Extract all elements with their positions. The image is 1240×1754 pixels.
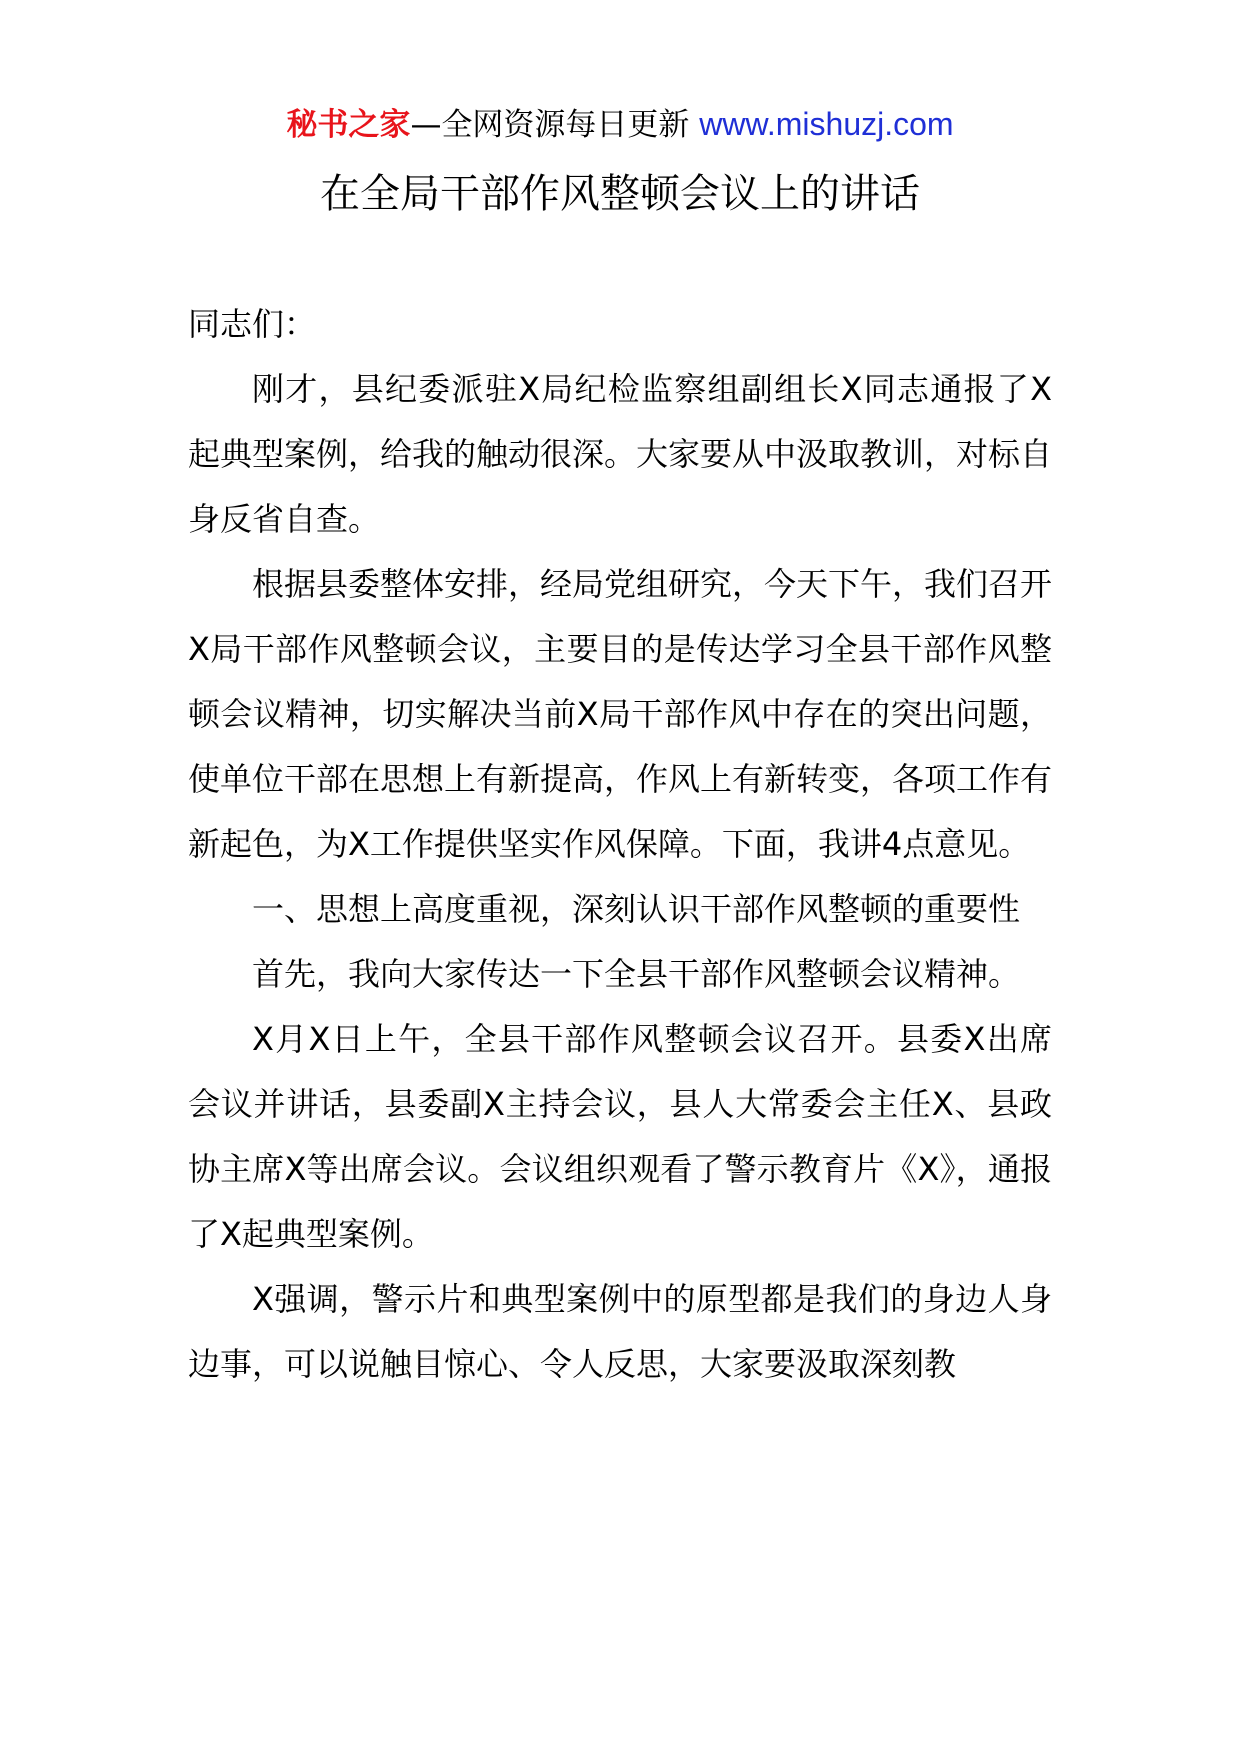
- document-title: 在全局干部作风整顿会议上的讲话: [320, 171, 920, 217]
- site-url-link[interactable]: www.mishuzj.com: [699, 106, 954, 142]
- header-slogan: —全网资源每日更新: [410, 107, 690, 143]
- paragraph: 根据县委整体安排，经局党组研究，今天下午，我们召开X局干部作风整顿会议，主要目的是传达学习全县干部作风整顿会议精神，切实解决当前X局干部作风中存在的突出问题，使单位干部在思想上有新提高，作风上有新转变，各项工作有新起色，为X工作提供坚实作风保障。下面，我讲4点意见。: [188, 565, 1053, 863]
- salutation: 同志们：: [188, 305, 317, 343]
- brand-name: 秘书之家: [286, 107, 411, 143]
- section-heading: 一、思想上高度重视，深刻认识干部作风整顿的重要性: [252, 890, 1021, 928]
- paragraph: X强调，警示片和典型案例中的原型都是我们的身边人身边事，可以说触目惊心、令人反思，大家要汲取深刻教: [188, 1280, 1052, 1383]
- document-body: [188, 292, 1052, 1397]
- site-header: [0, 102, 1240, 147]
- paragraph: 刚才，县纪委派驻X局纪检监察组副组长X同志通报了X起典型案例，给我的触动很深。大家要从中汲取教训，对标自身反省自查。: [188, 370, 1053, 538]
- paragraph: 首先，我向大家传达一下全县干部作风整顿会议精神。: [252, 955, 1021, 993]
- paragraph: X月X日上午，全县干部作风整顿会议召开。县委X出席会议并讲话，县委副X主持会议，县人大常委会主任X、县政协主席X等出席会议。会议组织观看了警示教育片《X》，通报了X起典型案例。: [188, 1020, 1052, 1253]
